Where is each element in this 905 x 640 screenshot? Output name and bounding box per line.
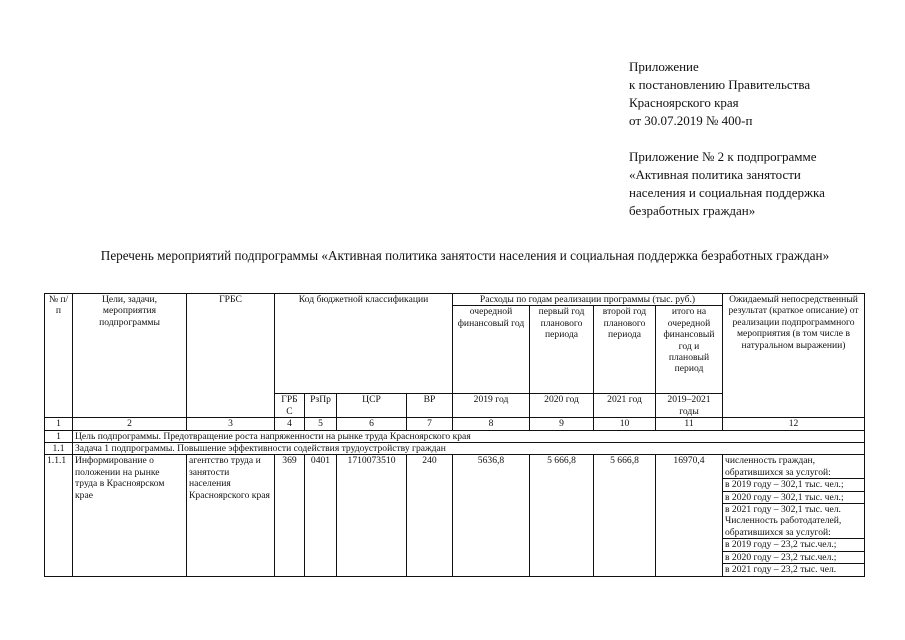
header-rzpr: РзПр bbox=[305, 394, 337, 418]
result-line: в 2021 году – 23,2 тыс. чел. bbox=[723, 563, 864, 575]
result-line: в 2020 году – 23,2 тыс.чел.; bbox=[723, 551, 864, 563]
header-total-period: итого на очередной финансовый год и плановый период bbox=[656, 306, 723, 394]
header-years-total: 2019–2021 годы bbox=[656, 394, 723, 418]
activity-grbs: агентство труда и занятости населения Красноярского края bbox=[187, 455, 275, 576]
header-row bbox=[45, 294, 865, 306]
column-number: 4 bbox=[275, 418, 305, 430]
activity-csr: 1710073510 bbox=[337, 455, 407, 576]
header-first-plan-year: первый год планового периода bbox=[530, 306, 594, 394]
result-line: в 2021 году – 302,1 тыс. чел. bbox=[723, 503, 864, 515]
column-number: 5 bbox=[305, 418, 337, 430]
result-line: обратившихся за услугой: bbox=[725, 526, 831, 538]
result-line: в 2019 году – 302,1 тыс. чел.; bbox=[723, 478, 864, 490]
result-line: в 2020 году – 302,1 тыс. чел.; bbox=[723, 491, 864, 503]
appendix-line: «Активная политика занятости bbox=[629, 167, 801, 182]
column-number: 1 bbox=[45, 418, 73, 430]
activity-name: Информирование о положении на рынке труда в Красноярском крае bbox=[73, 455, 187, 576]
task-text: Задача 1 подпрограммы. Повышение эффективности содействия трудоустройству граждан bbox=[73, 443, 865, 455]
column-number: 3 bbox=[187, 418, 275, 430]
column-number: 9 bbox=[530, 418, 594, 430]
task-num: 1.1 bbox=[45, 443, 73, 455]
activity-2020: 5 666,8 bbox=[530, 455, 594, 576]
activity-result bbox=[723, 455, 865, 576]
header-expenses: Расходы по годам реализации программы (тыс. руб.) bbox=[453, 294, 723, 306]
column-number: 12 bbox=[723, 418, 865, 430]
column-numbers-row bbox=[45, 418, 865, 430]
header-csr: ЦСР bbox=[337, 394, 407, 418]
header-current-year: очередной финансовый год bbox=[453, 306, 530, 394]
activity-grbs-code: 369 bbox=[275, 455, 305, 576]
activities-table bbox=[44, 293, 865, 577]
column-number: 7 bbox=[407, 418, 453, 430]
header-year-2019: 2019 год bbox=[453, 394, 530, 418]
task-row bbox=[45, 443, 865, 455]
subprogram-appendix bbox=[629, 148, 825, 220]
goal-num: 1 bbox=[45, 430, 73, 442]
resolution-appendix bbox=[629, 58, 825, 130]
goal-row bbox=[45, 430, 865, 442]
goal-text: Цель подпрограммы. Предотвращение роста напряженности на рынке труда Красноярского края bbox=[73, 430, 865, 442]
header-year-2021: 2021 год bbox=[594, 394, 656, 418]
document-title: Перечень мероприятий подпрограммы «Активная политика занятости населения и социальная поддержка безработных граждан» bbox=[100, 248, 830, 263]
activity-2019: 5636,8 bbox=[453, 455, 530, 576]
appendix-line: безработных граждан» bbox=[629, 203, 756, 218]
activity-total: 16970,4 bbox=[656, 455, 723, 576]
activity-2021: 5 666,8 bbox=[594, 455, 656, 576]
appendix-line: населения и социальная поддержка bbox=[629, 185, 825, 200]
result-line: обратившихся за услугой: bbox=[725, 466, 831, 478]
activity-vr: 240 bbox=[407, 455, 453, 576]
header-grbs-code: ГРБ С bbox=[275, 394, 305, 418]
appendix-line: Красноярского края bbox=[629, 95, 739, 110]
result-line: Численность работодателей, bbox=[725, 515, 842, 527]
column-number: 2 bbox=[73, 418, 187, 430]
header-goals: Цели, задачи, мероприятия подпрограммы bbox=[73, 294, 187, 418]
header-budget-code: Код бюджетной классификации bbox=[275, 294, 453, 394]
activity-rzpr: 0401 bbox=[305, 455, 337, 576]
column-number: 10 bbox=[594, 418, 656, 430]
appendix-line: Приложение № 2 к подпрограмме bbox=[629, 149, 817, 164]
appendix-line: Приложение bbox=[629, 59, 699, 74]
header-vr: ВР bbox=[407, 394, 453, 418]
header-result: Ожидаемый непосредственный результат (краткое описание) от реализации подпрограммного мероприятия (в том числе в натуральном выражении) bbox=[723, 294, 865, 418]
header-year-2020: 2020 год bbox=[530, 394, 594, 418]
appendix-line: к постановлению Правительства bbox=[629, 77, 811, 92]
header-num: № п/п bbox=[45, 294, 73, 418]
result-line: численность граждан, bbox=[725, 455, 816, 467]
activity-num: 1.1.1 bbox=[45, 455, 73, 576]
column-number: 11 bbox=[656, 418, 723, 430]
appendix-line: от 30.07.2019 № 400-п bbox=[629, 113, 753, 128]
result-line: в 2019 году – 23,2 тыс.чел.; bbox=[723, 538, 864, 550]
header-second-plan-year: второй год планового периода bbox=[594, 306, 656, 394]
appendix-block bbox=[629, 58, 825, 220]
column-number: 6 bbox=[337, 418, 407, 430]
column-number: 8 bbox=[453, 418, 530, 430]
header-grbs: ГРБС bbox=[187, 294, 275, 418]
activity-row bbox=[45, 455, 865, 576]
